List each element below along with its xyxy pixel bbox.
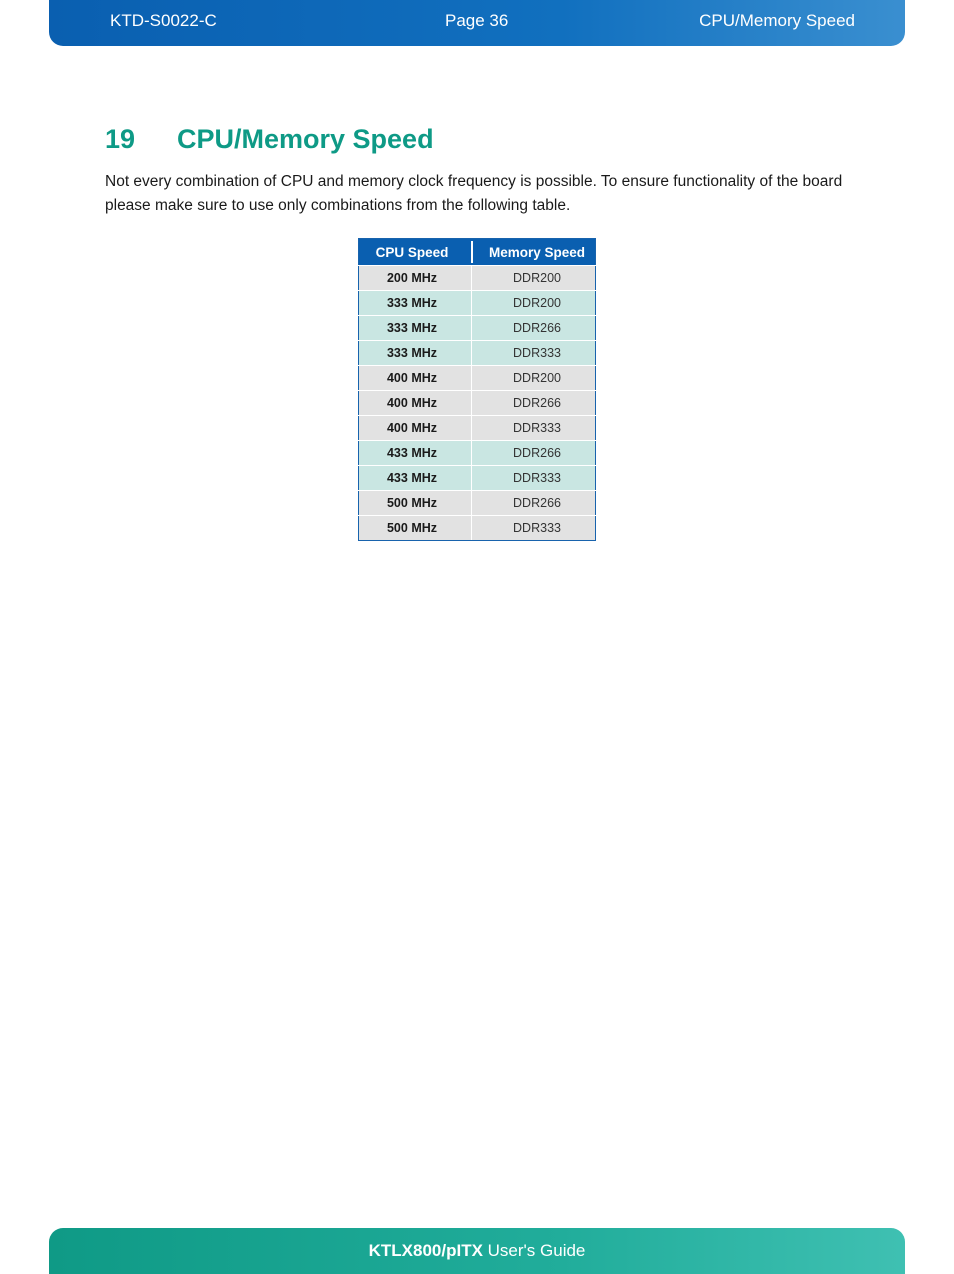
table-header-row <box>359 239 596 266</box>
cpu-speed-cell: 500 MHz <box>359 491 466 516</box>
page-footer <box>49 1228 905 1274</box>
column-separator <box>465 466 479 491</box>
table-row <box>359 516 596 541</box>
table-body <box>359 266 596 541</box>
section-title: CPU/Memory Speed <box>177 124 434 154</box>
document-id: KTD-S0022-C <box>110 11 217 30</box>
column-separator <box>465 239 479 266</box>
cpu-speed-cell: 500 MHz <box>359 516 466 541</box>
column-separator <box>465 516 479 541</box>
column-separator <box>465 291 479 316</box>
intro-paragraph: Not every combination of CPU and memory clock frequency is possible. To ensure functionality of the board please make sure to use only combinations from the following table. <box>105 173 843 214</box>
table-row <box>359 391 596 416</box>
table-row <box>359 291 596 316</box>
column-separator <box>465 316 479 341</box>
column-separator <box>465 441 479 466</box>
table-row <box>359 416 596 441</box>
memory-speed-cell: DDR333 <box>479 416 596 441</box>
section-heading <box>105 124 434 155</box>
table-row <box>359 341 596 366</box>
page-header <box>49 0 905 46</box>
table-row <box>359 491 596 516</box>
cpu-speed-cell: 400 MHz <box>359 416 466 441</box>
column-separator <box>465 266 479 291</box>
section-number: 19 <box>105 124 136 154</box>
product-name: KTLX800/pITX <box>368 1241 483 1260</box>
cpu-speed-cell: 333 MHz <box>359 341 466 366</box>
memory-speed-cell: DDR333 <box>479 516 596 541</box>
cpu-speed-cell: 333 MHz <box>359 316 466 341</box>
table-row <box>359 366 596 391</box>
cpu-speed-cell: 433 MHz <box>359 466 466 491</box>
cpu-speed-cell: 200 MHz <box>359 266 466 291</box>
memory-speed-cell: DDR266 <box>479 391 596 416</box>
memory-speed-cell: DDR200 <box>479 266 596 291</box>
header-section-title: CPU/Memory Speed <box>699 11 855 30</box>
column-separator <box>465 491 479 516</box>
column-separator <box>465 341 479 366</box>
column-header-cpu: CPU Speed <box>359 239 466 266</box>
cpu-speed-cell: 333 MHz <box>359 291 466 316</box>
guide-label: User's Guide <box>487 1241 586 1260</box>
table-row <box>359 441 596 466</box>
memory-speed-cell: DDR200 <box>479 291 596 316</box>
memory-speed-cell: DDR266 <box>479 491 596 516</box>
column-separator <box>465 416 479 441</box>
memory-speed-cell: DDR266 <box>479 441 596 466</box>
table-row <box>359 266 596 291</box>
column-header-memory: Memory Speed <box>479 239 596 266</box>
cpu-speed-cell: 400 MHz <box>359 391 466 416</box>
memory-speed-cell: DDR266 <box>479 316 596 341</box>
cpu-speed-cell: 433 MHz <box>359 441 466 466</box>
page-number: Page 36 <box>445 11 509 30</box>
table-row <box>359 466 596 491</box>
memory-speed-cell: DDR200 <box>479 366 596 391</box>
column-separator <box>465 366 479 391</box>
cpu-memory-table <box>358 238 596 541</box>
cpu-speed-cell: 400 MHz <box>359 366 466 391</box>
column-separator <box>465 391 479 416</box>
memory-speed-cell: DDR333 <box>479 466 596 491</box>
table-row <box>359 316 596 341</box>
footer-text <box>49 1241 905 1261</box>
memory-speed-cell: DDR333 <box>479 341 596 366</box>
